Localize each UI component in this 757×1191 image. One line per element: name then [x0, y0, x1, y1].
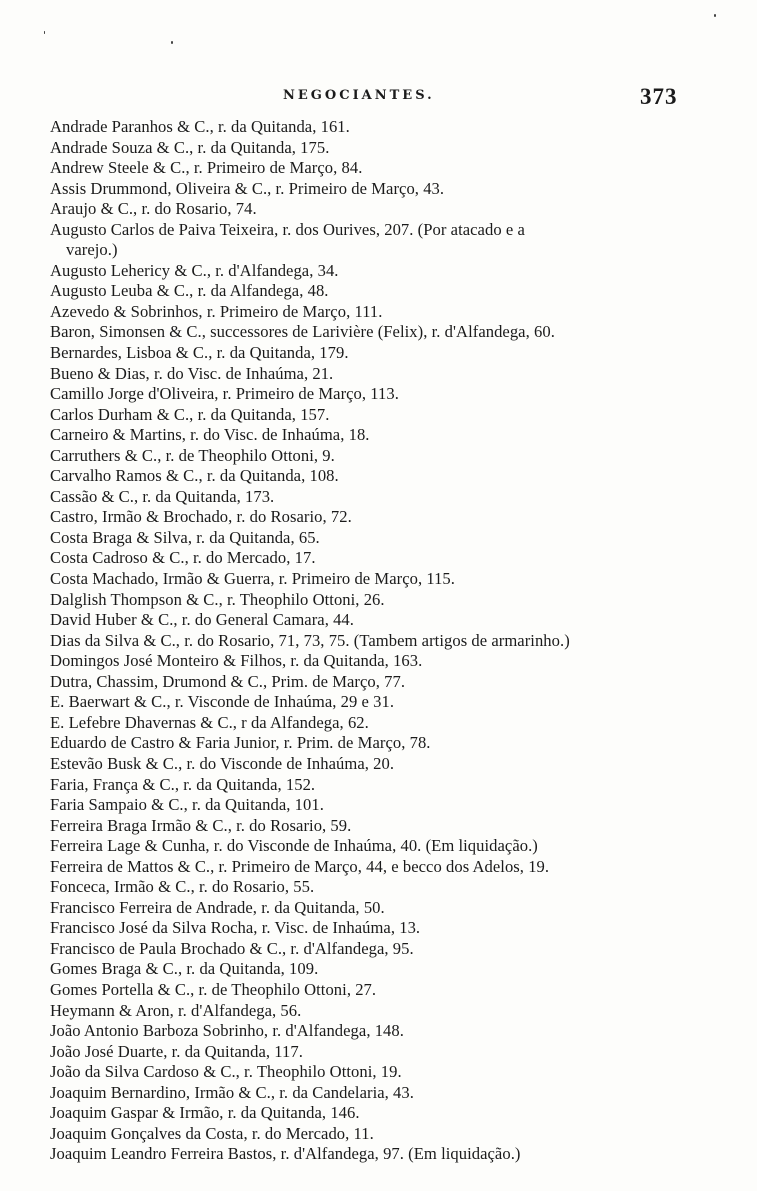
merchant-entry-continuation: varejo.) [66, 240, 118, 260]
merchant-entry: Faria, França & C., r. da Quitanda, 152. [50, 774, 316, 794]
merchant-entry: Carneiro & Martins, r. do Visc. de Inhaúma, 18. [50, 425, 370, 445]
merchant-entry: Dias da Silva & C., r. do Rosario, 71, 73, 75. (Tambem artigos de armarinho.) [50, 630, 570, 650]
merchant-entry: Costa Machado, Irmão & Guerra, r. Primeiro de Março, 115. [50, 569, 455, 589]
merchant-entry: Assis Drummond, Oliveira & C., r. Primeiro de Março, 43. [50, 178, 445, 198]
merchant-list [50, 117, 700, 1165]
merchant-entry: Carruthers & C., r. de Theophilo Ottoni, 9. [50, 445, 335, 465]
merchant-entry: Costa Braga & Silva, r. da Quitanda, 65. [50, 527, 320, 547]
merchant-entry: E. Baerwart & C., r. Visconde de Inhaúma, 29 e 31. [50, 692, 395, 712]
merchant-entry: João da Silva Cardoso & C., r. Theophilo Ottoni, 19. [50, 1062, 402, 1082]
merchant-entry: Azevedo & Sobrinhos, r. Primeiro de Março, 111. [50, 301, 383, 321]
merchant-entry: Francisco de Paula Brochado & C., r. d'Alfandega, 95. [50, 938, 414, 958]
merchant-entry: Andrade Paranhos & C., r. da Quitanda, 161. [50, 117, 350, 136]
merchant-entry: Heymann & Aron, r. d'Alfandega, 56. [50, 1000, 302, 1020]
merchant-entry: E. Lefebre Dhavernas & C., r da Alfandega, 62. [50, 712, 369, 732]
merchant-entry: Joaquim Gonçalves da Costa, r. do Mercado, 11. [50, 1123, 374, 1143]
merchant-entry: Joaquim Gaspar & Irmão, r. da Quitanda, 146. [50, 1103, 360, 1123]
ink-speck [171, 41, 173, 44]
merchant-entry: Ferreira Braga Irmão & C., r. do Rosario, 59. [50, 815, 352, 835]
merchant-entry: João Antonio Barboza Sobrinho, r. d'Alfandega, 148. [50, 1021, 404, 1041]
running-head: NEGOCIANTES. [283, 88, 435, 103]
ink-speck [714, 14, 716, 17]
merchant-entry: Estevão Busk & C., r. do Visconde de Inhaúma, 20. [50, 753, 395, 773]
merchant-entry: Dalglish Thompson & C., r. Theophilo Ottoni, 26. [50, 589, 385, 609]
merchant-entry: Augusto Carlos de Paiva Teixeira, r. dos Ourives, 207. (Por atacado e a [50, 219, 525, 239]
merchant-entry: Camillo Jorge d'Oliveira, r. Primeiro de Março, 113. [50, 384, 399, 404]
merchant-entry: Baron, Simonsen & C., successores de Larivière (Felix), r. d'Alfandega, 60. [50, 322, 555, 342]
merchant-entry: Francisco José da Silva Rocha, r. Visc. de Inhaúma, 13. [50, 918, 421, 938]
merchant-entry: Joaquim Leandro Ferreira Bastos, r. d'Alfandega, 97. (Em liquidação.) [50, 1144, 521, 1164]
merchant-entry: Dutra, Chassim, Drumond & C., Prim. de Março, 77. [50, 671, 406, 691]
merchant-entry: Andrade Souza & C., r. da Quitanda, 175. [50, 137, 330, 157]
page-number: 373 [640, 84, 678, 109]
merchant-entry: Eduardo de Castro & Faria Junior, r. Prim. de Março, 78. [50, 733, 431, 753]
merchant-entry: Carlos Durham & C., r. da Quitanda, 157. [50, 404, 330, 424]
merchant-entry: Gomes Portella & C., r. de Theophilo Ottoni, 27. [50, 979, 377, 999]
merchant-entry: Bueno & Dias, r. do Visc. de Inhaúma, 21. [50, 363, 334, 383]
merchant-entry: Fonceca, Irmão & C., r. do Rosario, 55. [50, 877, 315, 897]
merchant-entry: Araujo & C., r. do Rosario, 74. [50, 199, 257, 219]
merchant-entry: Cassão & C., r. da Quitanda, 173. [50, 486, 275, 506]
merchant-entry: Augusto Lehericy & C., r. d'Alfandega, 34. [50, 260, 339, 280]
merchant-entry: Francisco Ferreira de Andrade, r. da Quitanda, 50. [50, 897, 385, 917]
merchant-entry: Bernardes, Lisboa & C., r. da Quitanda, 179. [50, 343, 349, 363]
merchant-entry: Carvalho Ramos & C., r. da Quitanda, 108. [50, 466, 339, 486]
merchant-entry: Faria Sampaio & C., r. da Quitanda, 101. [50, 795, 324, 815]
merchant-entry: Augusto Leuba & C., r. da Alfandega, 48. [50, 281, 329, 301]
merchant-entry: Ferreira Lage & Cunha, r. do Visconde de Inhaúma, 40. (Em liquidação.) [50, 836, 538, 856]
merchant-entry: Costa Cadroso & C., r. do Mercado, 17. [50, 548, 316, 568]
merchant-entry: David Huber & C., r. do General Camara, 44. [50, 610, 354, 630]
merchant-entry: Gomes Braga & C., r. da Quitanda, 109. [50, 959, 319, 979]
merchant-entry: Andrew Steele & C., r. Primeiro de Março, 84. [50, 158, 363, 178]
merchant-entry: Castro, Irmão & Brochado, r. do Rosario, 72. [50, 507, 352, 527]
merchant-entry: Ferreira de Mattos & C., r. Primeiro de Março, 44, e becco dos Adelos, 19. [50, 856, 550, 876]
page-header [0, 86, 757, 112]
merchant-entry: Domingos José Monteiro & Filhos, r. da Quitanda, 163. [50, 651, 423, 671]
merchant-entry: João José Duarte, r. da Quitanda, 117. [50, 1041, 303, 1061]
merchant-entry: Joaquim Bernardino, Irmão & C., r. da Candelaria, 43. [50, 1082, 414, 1102]
ink-speck [44, 31, 45, 34]
